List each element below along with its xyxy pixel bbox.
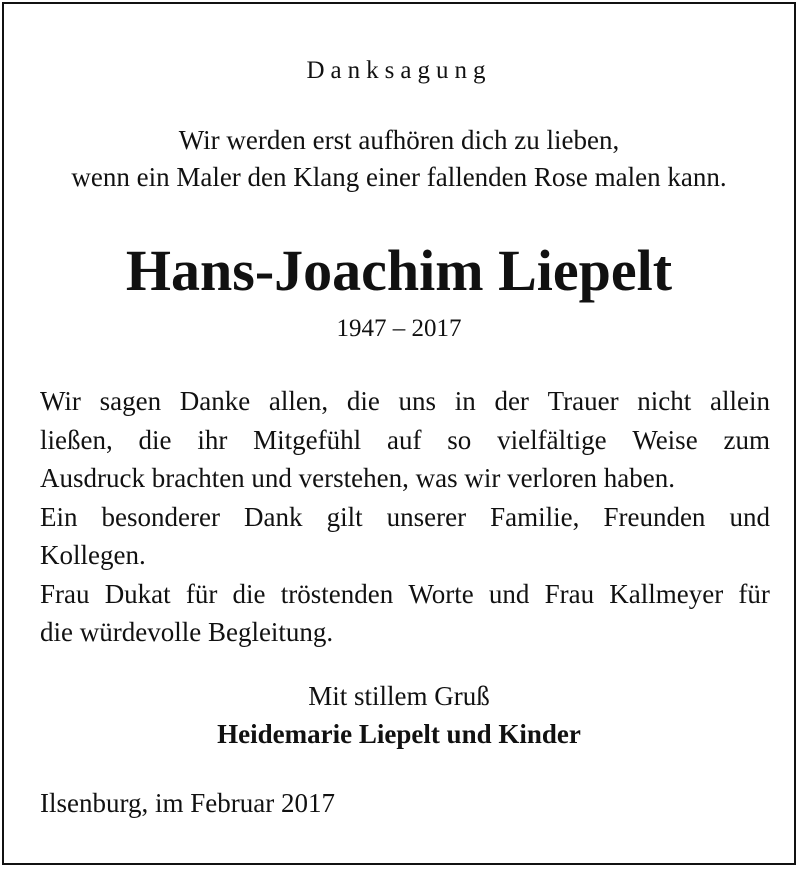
body-word: so [447,424,472,455]
body-word: die [232,578,266,609]
life-years: 1947 – 2017 [336,315,462,342]
body-word: uns [398,386,437,416]
deceased-name: Hans-Joachim Liepelt [125,238,673,303]
body-word: sagen [99,386,162,416]
body-line [40,421,770,460]
body-line: die würdevolle Begleitung. [40,617,334,647]
place-and-date: Ilsenburg, im Februar 2017 [40,788,335,818]
body-word: Frau [544,578,595,609]
body-word: Danke [179,386,251,416]
body-line: Ausdruck brachten und verstehen, was wir verloren haben. [40,463,676,493]
body-word: Dank [244,501,303,532]
body-word: unserer [386,501,467,532]
body-word: gilt [326,501,363,532]
memorial-quote [4,122,794,196]
body-word: Worte [408,578,474,609]
body-word: Weise [632,424,698,455]
body-word: tröstenden [280,578,394,609]
body-word: der [494,386,529,416]
notice-heading: Danksagung [306,57,492,84]
body-word: Trauer [547,386,619,416]
body-word: und [729,501,770,532]
body-word: besonderer [101,501,220,532]
body-line [40,382,770,421]
body-word: ihr [197,424,228,455]
body-word: die [346,386,380,416]
body-word: Kallmeyer [609,578,724,609]
closing-block [4,677,794,753]
body-line [40,575,770,614]
body-word: Familie, [490,501,580,532]
body-word: nicht [637,386,692,416]
body-word: und [488,578,530,609]
body-word: für [738,578,770,609]
notice-frame [2,2,796,865]
body-word: Frau [40,578,90,609]
thanks-paragraph [40,382,770,652]
body-word: vielfältige [497,424,607,455]
body-word: allein [709,386,770,416]
body-line: Kollegen. [40,540,146,570]
body-word: allen, [268,386,329,416]
closing-greeting: Mit stillem Gruß [308,681,490,711]
body-word: die [138,424,172,455]
signers: Heidemarie Liepelt und Kinder [217,719,581,749]
body-word: Dukat [104,578,171,609]
body-word: in [454,386,476,416]
body-word: zum [723,424,770,455]
body-word: Ein [40,501,78,532]
quote-line: wenn ein Maler den Klang einer fallenden Rose malen kann. [71,162,727,192]
body-word: auf [386,424,422,455]
body-word: Freunden [603,501,706,532]
body-word: Mitgefühl [253,424,362,455]
body-word: für [185,578,218,609]
body-line [40,498,770,537]
quote-line: Wir werden erst aufhören dich zu lieben, [178,125,620,155]
body-word: Wir [40,386,81,416]
body-word: ließen, [40,424,113,455]
